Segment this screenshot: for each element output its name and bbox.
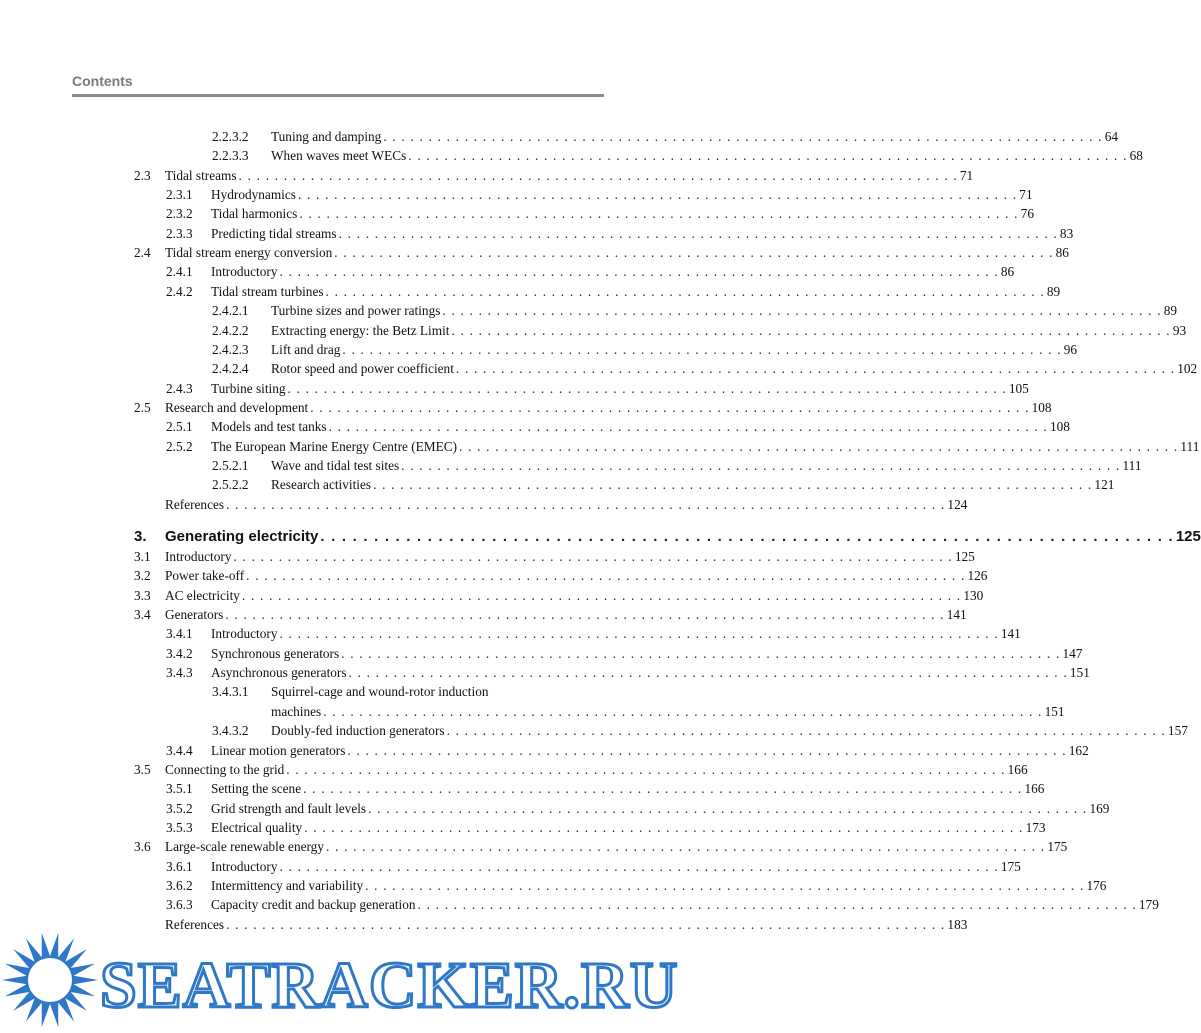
toc-entry-title: Wave and tidal test sites xyxy=(271,457,400,473)
toc-page-number: 130 xyxy=(963,587,984,603)
toc-page-number: 124 xyxy=(947,496,968,512)
toc-entry-number: 3.4.3.1 xyxy=(212,684,249,700)
toc-entry[interactable] xyxy=(0,398,1052,418)
toc-entry[interactable] xyxy=(0,359,1198,379)
toc-page-number: 169 xyxy=(1089,800,1110,816)
toc-entry-number: 2.5 xyxy=(134,399,151,415)
toc-entry-number: 3.4.1 xyxy=(166,626,193,642)
toc-leader-dots: . . . . . . . . . . . . . . . . . . . . . . . . . . . . . . . . . . . . . . . . . . . . . . . . . . . . . . . . . . . . . . . . . . . . . . . . . . . . . . . . xyxy=(233,549,953,564)
toc-leader-dots: . . . . . . . . . . . . . . . . . . . . . . . . . . . . . . . . . . . . . . . . . . . . . . . . . . . . . . . . . . . . . . . . . . . . . . . . . . . . . . . . xyxy=(325,839,1046,855)
toc-chapter-entry[interactable] xyxy=(0,527,1201,547)
toc-entry[interactable] xyxy=(0,282,1061,302)
toc-entry[interactable] xyxy=(0,127,1118,147)
sunburst-center xyxy=(28,958,72,1002)
toc-page-number: 108 xyxy=(1031,399,1052,415)
toc-entry-title: Predicting tidal streams xyxy=(211,225,337,241)
toc-entry[interactable] xyxy=(0,779,1045,799)
toc-leader-dots: . . . . . . . . . . . . . . . . . . . . . . . . . . . . . . . . . . . . . . . . . . . . . . . . . . . . . . . . . . . . . . . . . . . . . . . . . . . . . . . . xyxy=(226,916,946,932)
toc-entry-number: 2.5.2.1 xyxy=(212,457,249,473)
toc-entry[interactable] xyxy=(0,799,1110,819)
toc-entry[interactable] xyxy=(0,682,686,702)
toc-leader-dots: . . . . . . . . . . . . . . . . . . . . . . . . . . . . . . . . . . . . . . . . . . . . . . . . . . . . . . . . . . . . . . . . . . . . . . . . . . . . . . . . xyxy=(408,148,1128,164)
toc-entry-title: Power take-off xyxy=(165,568,245,584)
toc-entry[interactable] xyxy=(0,741,1089,761)
toc-leader-dots: . . . . . . . . . . . . . . . . . . . . . . . . . . . . . . . . . . . . . . . . . . . . . . . . . . . . . . . . . . . . . . . . . . . . . . . . . . . . . . . . xyxy=(368,800,1088,816)
toc-leader-dots: . . . . . . . . . . . . . . . . . . . . . . . . . . . . . . . . . . . . . . . . . . . . . . . . . . . . . . . . . . . . . . . . . . . . . . . . . . . . . . . . xyxy=(241,587,962,603)
toc-leader-dots: . . . . . . . . . . . . . . . . . . . . . . . . . . . . . . . . . . . . . . . . . . . . . . . . . . . . . . . . . . . . . . . . . . . . . . . . . . . . . . . . xyxy=(347,742,1067,758)
toc-entry-number: 2.3.2 xyxy=(166,206,193,222)
toc-entry-number: 2.3.1 xyxy=(166,187,193,203)
toc-entry[interactable] xyxy=(0,321,1187,341)
toc-entry[interactable] xyxy=(0,204,1034,224)
toc-entry-title: machines xyxy=(271,703,322,719)
toc-leader-dots: . . . . . . . . . . . . . . . . . . . . . . . . . . . . . . . . . . . . . . . . . . . . . . . . . . . . . . . . . . . . . . . . . . . . . . . . . . . . . . . . xyxy=(455,361,1176,377)
toc-entry-title: Linear motion generators xyxy=(211,742,346,758)
toc-leader-dots: . . . . . . . . . . . . . . . . . . . . . . . . . . . . . . . . . . . . . . . . . . . . . . . . . . . . . . . . . . . . . . . . . . . . . . . . . . . . . . . . xyxy=(338,225,1058,241)
toc-page-number: 71 xyxy=(1019,187,1033,203)
toc-page-number: 175 xyxy=(1047,839,1068,855)
toc-page-number: 151 xyxy=(1044,703,1065,719)
toc-entry-title: Connecting to the grid xyxy=(165,761,285,777)
toc-leader-dots: . . . . . . . . . . . . . . . . . . . . . . . . . . . . . . . . . . . . . . . . . . . . . . . . . . . . . . . . . . . . . . . . . . . . . . . . . . . . . . . . xyxy=(320,528,1174,545)
toc-entry-number: 3.5.3 xyxy=(166,819,193,835)
toc-entry[interactable] xyxy=(0,185,1033,205)
toc-leader-dots: . . . . . . . . . . . . . . . . . . . . . . . . . . . . . . . . . . . . . . . . . . . . . . . . . . . . . . . . . . . . . . . . . . . . . . . . . . . . . . . . xyxy=(287,380,1007,396)
toc-leader-dots: . . . . . . . . . . . . . . . . . . . . . . . . . . . . . . . . . . . . . . . . . . . . . . . . . . . . . . . . . . . . . . . . . . . . . . . . . . . . . . . . xyxy=(303,781,1023,797)
toc-leader-dots: . . . . . . . . . . . . . . . . . . . . . . . . . . . . . . . . . . . . . . . . . . . . . . . . . . . . . . . . . . . . . . . . . . . . . . . . . . . . . . . . xyxy=(328,419,1048,435)
toc-entry[interactable] xyxy=(0,301,1178,321)
toc-entry[interactable] xyxy=(0,624,1021,644)
toc-entry-number: 3.6.3 xyxy=(166,897,193,913)
toc-leader-dots: . . . . . . . . . . . . . . . . . . . . . . . . . . . . . . . . . . . . . . . . . . . . . . . . . . . . . . . . . . . . . . . . . . . . . . . . . . . . . . . . xyxy=(238,167,958,183)
toc-page-number: 111 xyxy=(1122,457,1142,473)
toc-page-number: 176 xyxy=(1086,877,1107,893)
toc-leader-dots: . . . . . . . . . . . . . . . . . . . . . . . . . . . . . . . . . . . . . . . . . . . . . . . . . . . . . . . . . . . . . . . . . . . . . . . . . . . . . . . . xyxy=(279,626,999,642)
toc-entry-number: 3.5.2 xyxy=(166,800,193,816)
page-header-title: Contents xyxy=(72,73,133,89)
toc-entry-number: 3.6 xyxy=(134,839,151,855)
toc-entry-title: Setting the scene xyxy=(211,781,302,797)
toc-entry-title: Capacity credit and backup generation xyxy=(211,897,416,913)
toc-entry-number: 3.4.3 xyxy=(166,665,193,681)
toc-entry-title: When waves meet WECs xyxy=(271,148,407,164)
toc-entry[interactable] xyxy=(0,702,1065,722)
toc-page-number: 76 xyxy=(1020,206,1034,222)
toc-leader-dots: . . . . . . . . . . . . . . . . . . . . . . . . . . . . . . . . . . . . . . . . . . . . . . . . . . . . . . . . . . . . . . . . . . . . . . . . . . . . . . . . xyxy=(279,858,999,874)
toc-entry-title: Research activities xyxy=(271,477,372,493)
toc-page-number: 89 xyxy=(1163,303,1178,319)
toc-entry[interactable] xyxy=(0,340,1078,360)
toc-page-number: 102 xyxy=(1177,361,1198,377)
toc-page-number: 157 xyxy=(1167,723,1188,739)
toc-leader-dots: . . . . . . . . . . . . . . . . . . . . . . . . . . . . . . . . . . . . . . . . . . . . . . . . . . . . . . . . . . . . . . . . . . . . . . . . . . . . . . . . xyxy=(383,129,1103,144)
toc-entry-title: References xyxy=(165,496,225,512)
toc-entry-title: Rotor speed and power coefficient xyxy=(271,361,454,377)
toc-page-number: 71 xyxy=(959,167,974,183)
toc-leader-dots: . . . . . . . . . . . . . . . . . . . . . . . . . . . . . . . . . . . . . . . . . . . . . . . . . . . . . . . . . . . . . . . . . . . . . . . . . . . . . . . . xyxy=(310,399,1030,415)
toc-page-number: 141 xyxy=(1000,626,1021,642)
toc-entry[interactable] xyxy=(0,663,1090,683)
toc-entry-number: 3. xyxy=(134,528,147,545)
toc-page-number: 86 xyxy=(1000,264,1015,280)
toc-entry[interactable] xyxy=(0,417,1070,437)
toc-page-number: 121 xyxy=(1094,477,1115,493)
toc-leader-dots: . . . . . . . . . . . . . . . . . . . . . . . . . . . . . . . . . . . . . . . . . . . . . . . . . . . . . . . . . . . . . . . . . . . . . . . . . . . . . . . . xyxy=(279,264,999,280)
toc-entry-title: Generating electricity xyxy=(165,528,319,545)
toc-entry-title: Synchronous generators xyxy=(211,645,340,661)
toc-page-number: 162 xyxy=(1068,742,1089,758)
toc-entry[interactable] xyxy=(0,586,984,606)
toc-entry[interactable] xyxy=(0,566,988,586)
toc-page-number: 175 xyxy=(1000,858,1021,874)
toc-entry-title: Introductory xyxy=(211,264,278,280)
toc-leader-dots: . . . . . . . . . . . . . . . . . . . . . . . . . . . . . . . . . . . . . . . . . . . . . . . . . . . . . . . . . . . . . . . . . . . . . . . . . . . . . . . . xyxy=(304,819,1024,835)
toc-leader-dots: . . . . . . . . . . . . . . . . . . . . . . . . . . . . . . . . . . . . . . . . . . . . . . . . . . . . . . . . . . . . . . . . . . . . . . . . . . . . . . . . xyxy=(459,438,1179,454)
toc-leader-dots: . . . . . . . . . . . . . . . . . . . . . . . . . . . . . . . . . . . . . . . . . . . . . . . . . . . . . . . . . . . . . . . . . . . . . . . . . . . . . . . . xyxy=(442,303,1162,319)
toc-page-number: 93 xyxy=(1172,322,1187,338)
toc-entry[interactable] xyxy=(0,644,1083,664)
toc-leader-dots: . . . . . . . . . . . . . . . . . . . . . . . . . . . . . . . . . . . . . . . . . . . . . . . . . . . . . . . . . . . . . . . . . . . . . . . . . . . . . . . . xyxy=(348,665,1068,681)
toc-leader-dots: . . . . . . . . . . . . . . . . . . . . . . . . . . . . . . . . . . . . . . . . . . . . . . . . . . . . . . . . . . . . . . . . . . . . . . . . . . . . . . . . xyxy=(226,496,946,512)
toc-entry-title: Extracting energy: the Betz Limit xyxy=(271,322,450,338)
toc-entry-title: Large-scale renewable energy xyxy=(165,839,324,855)
toc-entry-title: Models and test tanks xyxy=(211,419,327,435)
toc-leader-dots: . . . . . . . . . . . . . . . . . . . . . . . . . . . . . . . . . . . . . . . . . . . . . . . . . . . . . . . . . . . . . . . . . . . . . . . . . . . . . . . . xyxy=(341,645,1061,661)
toc-entry-title: The European Marine Energy Centre (EMEC) xyxy=(211,438,458,454)
toc-leader-dots: . . . . . . . . . . . . . . . . . . . . . . . . . . . . . . . . . . . . . . . . . . . . . . . . . . . . . . . . . . . . . . . . . . . . . . . . . . . . . . . . xyxy=(417,897,1137,913)
toc-entry-number: 2.2.3.3 xyxy=(212,148,249,164)
toc-page-number: 126 xyxy=(967,568,988,584)
toc-entry-number: 2.5.1 xyxy=(166,419,193,435)
toc-leader-dots: . . . . . . . . . . . . . . . . . . . . . . . . . . . . . . . . . . . . . . . . . . . . . . . . . . . . . . . . . . . . . . . . . . . . . . . . . . . . . . . . xyxy=(246,568,966,584)
toc-entry[interactable] xyxy=(0,166,974,186)
toc-entry-title: Turbine siting xyxy=(211,380,286,396)
toc-page-number: 96 xyxy=(1063,341,1078,357)
toc-page-number: 151 xyxy=(1069,665,1090,681)
toc-entry-title: Introductory xyxy=(165,549,232,564)
toc-entry-title: Tidal harmonics xyxy=(211,206,298,222)
toc-entry-number: 2.5.2 xyxy=(166,438,193,454)
toc-entry-title: References xyxy=(165,916,225,932)
toc-entry-number: 2.4.2.3 xyxy=(212,341,249,357)
toc-entry-number: 3.6.1 xyxy=(166,858,193,874)
toc-entry-title: Squirrel-cage and wound-rotor induction xyxy=(271,684,489,700)
toc-entry[interactable] xyxy=(0,760,1028,780)
toc-page-number: 141 xyxy=(946,607,967,623)
toc-page-number: 166 xyxy=(1007,761,1028,777)
toc-entry-number: 2.4.2.4 xyxy=(212,361,249,377)
toc-entry-title: Introductory xyxy=(211,626,278,642)
toc-entry-number: 3.4.2 xyxy=(166,645,193,661)
toc-leader-dots: . . . . . . . . . . . . . . . . . . . . . . . . . . . . . . . . . . . . . . . . . . . . . . . . . . . . . . . . . . . . . . . . . . . . . . . . . . . . . . . . xyxy=(325,283,1045,299)
toc-leader-dots: . . . . . . . . . . . . . . . . . . . . . . . . . . . . . . . . . . . . . . . . . . . . . . . . . . . . . . . . . . . . . . . . . . . . . . . . . . . . . . . . xyxy=(297,187,1018,203)
toc-entry-number: 3.4.4 xyxy=(166,742,193,758)
toc-entry-number: 3.5 xyxy=(134,761,151,777)
toc-entry-number: 2.5.2.2 xyxy=(212,477,249,493)
toc-page-number: 125 xyxy=(954,549,975,564)
toc-entry-title: Tidal stream energy conversion xyxy=(165,245,333,261)
toc-page-number: 89 xyxy=(1046,283,1061,299)
toc-entry[interactable] xyxy=(0,895,1159,915)
watermark-text: SEATRACKER.RU xyxy=(100,949,679,1022)
toc-entry-title: Electrical quality xyxy=(211,819,303,835)
toc-entry-title: Doubly-fed induction generators xyxy=(271,723,445,739)
toc-entry[interactable] xyxy=(0,876,1107,896)
toc-leader-dots: . . . . . . . . . . . . . . . . . . . . . . . . . . . . . . . . . . . . . . . . . . . . . . . . . . . . . . . . . . . . . . . . . . . . . . . . . . . . . . . . xyxy=(225,607,945,623)
toc-page-number: 183 xyxy=(947,916,968,932)
toc-page-number: 179 xyxy=(1138,897,1159,913)
toc-leader-dots: . . . . . . . . . . . . . . . . . . . . . . . . . . . . . . . . . . . . . . . . . . . . . . . . . . . . . . . . . . . . . . . . . . . . . . . . . . . . . . . . xyxy=(286,761,1006,777)
toc-page-number: 86 xyxy=(1055,245,1069,261)
toc-entry[interactable] xyxy=(0,605,967,625)
toc-page-number: 125 xyxy=(1175,528,1201,545)
toc-entry[interactable] xyxy=(0,146,1143,166)
toc-entry-title: AC electricity xyxy=(165,587,240,603)
toc-entry-title: Intermittency and variability xyxy=(211,877,364,893)
toc-entry-title: Grid strength and fault levels xyxy=(211,800,367,816)
toc-entry-title: Research and development xyxy=(165,399,309,415)
toc-leader-dots: . . . . . . . . . . . . . . . . . . . . . . . . . . . . . . . . . . . . . . . . . . . . . . . . . . . . . . . . . . . . . . . . . . . . . . . . . . . . . . . . xyxy=(299,206,1019,222)
toc-entry[interactable] xyxy=(0,437,1200,457)
toc-entry-number: 3.2 xyxy=(134,568,151,584)
toc-entry-number: 3.4 xyxy=(134,607,151,623)
toc-page-number: 108 xyxy=(1049,419,1070,435)
toc-entry-number: 3.5.1 xyxy=(166,781,193,797)
toc-entry-title: Turbine sizes and power ratings xyxy=(271,303,441,319)
toc-page-number: 111 xyxy=(1180,438,1200,454)
toc-entry-number: 2.4.2.1 xyxy=(212,303,249,319)
toc-entry-number: 2.3 xyxy=(134,167,151,183)
toc-entry-title: Tidal streams xyxy=(165,167,237,183)
toc-leader-dots: . . . . . . . . . . . . . . . . . . . . . . . . . . . . . . . . . . . . . . . . . . . . . . . . . . . . . . . . . . . . . . . . . . . . . . . . . . . . . . . . xyxy=(451,322,1171,338)
toc-leader-dots: . . . . . . . . . . . . . . . . . . . . . . . . . . . . . . . . . . . . . . . . . . . . . . . . . . . . . . . . . . . . . . . . . . . . . . . . . . . . . . . . xyxy=(373,477,1093,493)
toc-page-number: 147 xyxy=(1062,645,1083,661)
toc-leader-dots: . . . . . . . . . . . . . . . . . . . . . . . . . . . . . . . . . . . . . . . . . . . . . . . . . . . . . . . . . . . . . . . . . . . . . . . . . . . . . . . . xyxy=(446,723,1166,739)
toc-entry-number: 3.3 xyxy=(134,587,151,603)
toc-page-number: 173 xyxy=(1025,819,1046,835)
toc-entry-title: Introductory xyxy=(211,858,278,874)
toc-entry[interactable] xyxy=(0,243,1069,263)
toc-page-number: 64 xyxy=(1104,129,1118,144)
toc-entry-number: 2.4 xyxy=(134,245,151,261)
toc-entry[interactable] xyxy=(0,456,1142,476)
toc-entry-title: Tidal stream turbines xyxy=(211,283,324,299)
toc-entry-title: Asynchronous generators xyxy=(211,665,347,681)
toc-entry-number: 2.2.3.2 xyxy=(212,129,249,144)
toc-entry[interactable] xyxy=(0,262,1015,282)
toc-entry-number: 2.4.2 xyxy=(166,283,193,299)
toc-leader-dots: . . . . . . . . . . . . . . . . . . . . . . . . . . . . . . . . . . . . . . . . . . . . . . . . . . . . . . . . . . . . . . . . . . . . . . . . . . . . . . . . xyxy=(342,341,1062,357)
toc-entry[interactable] xyxy=(0,721,1188,741)
toc-leader-dots: . . . . . . . . . . . . . . . . . . . . . . . . . . . . . . . . . . . . . . . . . . . . . . . . . . . . . . . . . . . . . . . . . . . . . . . . . . . . . . . . xyxy=(334,245,1054,261)
toc-entry-title: Tuning and damping xyxy=(271,129,382,144)
toc-entry-number: 2.3.3 xyxy=(166,225,193,241)
toc-entry-number: 2.4.1 xyxy=(166,264,193,280)
toc-leader-dots: . . . . . . . . . . . . . . . . . . . . . . . . . . . . . . . . . . . . . . . . . . . . . . . . . . . . . . . . . . . . . . . . . . . . . . . . . . . . . . . . xyxy=(365,877,1085,893)
toc-entry[interactable] xyxy=(0,475,1115,495)
toc-entry-title: Hydrodynamics xyxy=(211,187,296,203)
toc-page-number: 68 xyxy=(1129,148,1143,164)
toc-entry-title: Lift and drag xyxy=(271,341,341,357)
toc-entry[interactable] xyxy=(0,818,1046,838)
toc-entry[interactable] xyxy=(0,857,1021,877)
toc-leader-dots: . . . . . . . . . . . . . . . . . . . . . . . . . . . . . . . . . . . . . . . . . . . . . . . . . . . . . . . . . . . . . . . . . . . . . . . . . . . . . . . . xyxy=(323,703,1043,719)
toc-entry-number: 2.4.2.2 xyxy=(212,322,249,338)
toc-entry-number: 3.4.3.2 xyxy=(212,723,249,739)
toc-entry-number: 3.6.2 xyxy=(166,877,193,893)
toc-page-number: 166 xyxy=(1024,781,1045,797)
toc-entry-title: Generators xyxy=(165,607,224,623)
toc-entry[interactable] xyxy=(0,547,975,567)
toc-leader-dots: . . . . . . . . . . . . . . . . . . . . . . . . . . . . . . . . . . . . . . . . . . . . . . . . . . . . . . . . . . . . . . . . . . . . . . . . . . . . . . . . xyxy=(401,457,1121,473)
toc-page-number: 83 xyxy=(1059,225,1074,241)
toc-entry[interactable] xyxy=(0,837,1068,857)
toc-entry-number: 2.4.3 xyxy=(166,380,193,396)
toc-entry-number: 3.1 xyxy=(134,549,151,564)
toc-page-number: 105 xyxy=(1008,380,1029,396)
toc-entry[interactable] xyxy=(0,379,1029,399)
toc-entry[interactable] xyxy=(0,224,1074,244)
toc-entry[interactable] xyxy=(0,495,968,515)
